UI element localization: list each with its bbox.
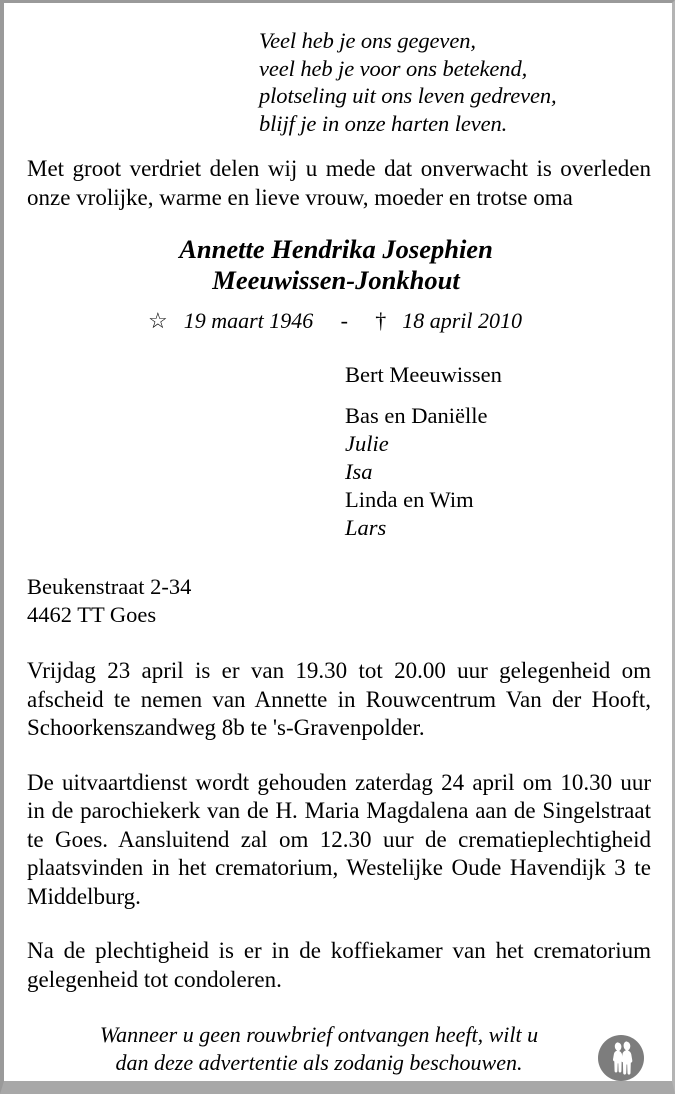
death-dagger-icon: † [375, 308, 387, 333]
closing-note [27, 1021, 649, 1076]
deceased-surname: Meeuwissen-Jonkhout [212, 265, 460, 295]
closing-line-1: Wanneer u geen rouwbrief ontvangen heeft, wilt u [99, 1022, 539, 1047]
notice-content [27, 3, 649, 1076]
poem-line-2: veel heb je voor ons betekend, [259, 55, 528, 81]
survivors-spacer [345, 389, 649, 402]
condolences-details: Na de plechtigheid is er in de koffiekamer van het crematorium gelegenheid tot condoleren. [27, 938, 651, 992]
birth-date: 19 maart 1946 [183, 308, 314, 333]
embracing-figures-logo [595, 1032, 647, 1084]
poem-line-1: Veel heb je ons gegeven, [259, 28, 476, 53]
viewing-details: Vrijdag 23 april is er van 19.30 tot 20.00 uur gelegenheid om afscheid te nemen van Annette in Rouwcentrum Van der Hooft, Schoorkenszandweg 8b te 's-Gravenpolder. [27, 658, 651, 740]
memorial-poem [27, 27, 649, 137]
address-street: Beukenstraat 2-34 [27, 574, 192, 599]
logo-svg [595, 1032, 647, 1084]
survivor-item: Julie [345, 431, 389, 456]
poem-line-3: plotseling uit ons leven gedreven, [259, 83, 557, 108]
family-address [27, 573, 649, 629]
deceased-given-names: Annette Hendrika Josephien [179, 234, 493, 264]
survivor-item: Lars [345, 515, 387, 540]
survivor-item: Linda en Wim [345, 487, 474, 512]
service-details: De uitvaartdienst wordt gehouden zaterdag 24 april om 10.30 uur in de parochiekerk van de H. Maria Magdalena aan de Singelstraat te Goes. Aansluitend zal om 12.30 uur de crematieplechtigheid plaatsvinden in het crematorium, Westelijke Oude Havendijk 3 te Middelburg. [27, 769, 651, 909]
survivor-spouse: Bert Meeuwissen [345, 362, 502, 387]
deceased-name [27, 234, 649, 296]
date-separator: - [340, 308, 348, 333]
poem-line-4: blijf je in onze harten leven. [259, 110, 508, 136]
survivors-list [27, 361, 649, 542]
address-city: 4462 TT Goes [27, 602, 157, 627]
death-date: 18 april 2010 [402, 308, 523, 333]
closing-line-2: dan deze advertentie als zodanig beschouwen. [115, 1049, 523, 1075]
birth-star-icon: ☆ [147, 308, 168, 333]
announcement-text: Met groot verdriet delen wij u mede dat onverwacht is overleden onze vrolijke, warme en lieve vrouw, moeder en trotse oma [27, 156, 651, 210]
survivor-item: Bas en Daniëlle [345, 403, 488, 428]
life-dates [27, 308, 649, 334]
notice-inner [4, 3, 672, 1081]
survivor-item: Isa [345, 459, 373, 484]
